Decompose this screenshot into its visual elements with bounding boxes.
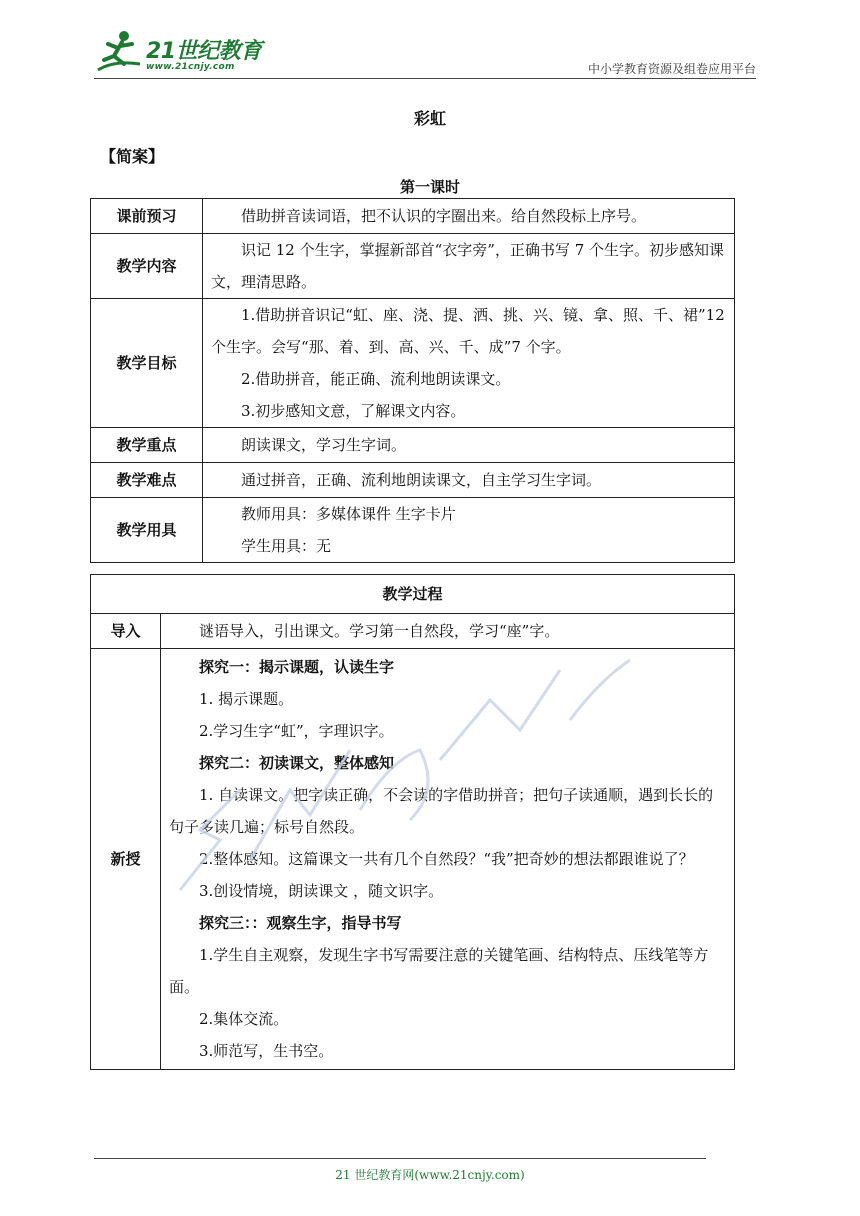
goal-item: 1.借助拼音识记“虹、座、浇、提、洒、挑、兴、镜、拿、照、千、裙”12 个生字。会写“那、着、到、高、兴、千、成”7 个字。 xyxy=(211,306,725,356)
row-label: 课前预习 xyxy=(91,199,203,234)
step-item: 2.学习生字“虹”，字理识字。 xyxy=(199,722,394,740)
platform-name: 中小学教育资源及组卷应用平台 xyxy=(587,62,756,76)
intro-text: 谜语导入，引出课文。学习第一自然段，学习“座”字。 xyxy=(199,622,560,640)
table-row xyxy=(91,614,735,649)
step-item: 3.创设情境，朗读课文 ，随文识字。 xyxy=(199,882,444,900)
process-table xyxy=(90,574,735,1070)
section-tag: 【简案】 xyxy=(100,147,165,166)
step-item: 2.整体感知。这篇课文一共有几个自然段？“我”把奇妙的想法都跟谁说了？ xyxy=(199,850,694,868)
exploration-heading: 探究一：揭示课题，认读生字 xyxy=(199,658,395,676)
goal-item: 2.借助拼音，能正确、流利地朗读课文。 xyxy=(241,370,511,388)
process-heading: 教学过程 xyxy=(91,575,735,614)
row-label: 新授 xyxy=(91,649,161,1070)
table-row xyxy=(91,199,735,234)
step-item: 2.集体交流。 xyxy=(199,1010,289,1028)
difficult-text: 通过拼音，正确、流利地朗读课文，自主学习生字词。 xyxy=(241,471,602,489)
step-item: 3.师范写，生书空。 xyxy=(199,1042,334,1060)
row-label: 教学用具 xyxy=(91,498,203,563)
page-header xyxy=(0,0,860,80)
footer-link[interactable]: 21 世纪教育网(www.21cnjy.com) xyxy=(335,1168,525,1182)
row-label: 教学目标 xyxy=(91,299,203,428)
row-label: 教学内容 xyxy=(91,234,203,299)
table-row xyxy=(91,299,735,428)
step-item: 1. 揭示课题。 xyxy=(199,690,294,708)
teacher-tools: 教师用具：多媒体课件 生字卡片 xyxy=(241,505,456,523)
table-row xyxy=(91,649,735,1070)
lesson-plan-table xyxy=(90,198,735,563)
table-row xyxy=(91,234,735,299)
site-logo[interactable] xyxy=(94,30,264,78)
preview-text: 借助拼音读词语，把不认识的字圈出来。给自然段标上序号。 xyxy=(241,207,647,225)
content-text: 识记 12 个生字，掌握新部首“衣字旁”，正确书写 7 个生字。初步感知课文，理清思路。 xyxy=(211,241,725,291)
logo-text: 21世纪教育 xyxy=(146,39,262,64)
step-item: 1. 自读课文。把字读正确，不会读的字借助拼音；把句子读通顺，遇到长长的句子多读几遍；标号自然段。 xyxy=(169,786,714,836)
footer-divider xyxy=(94,1158,706,1159)
runner-icon xyxy=(94,30,144,76)
exploration-heading: 探究三：：观察生字，指导书写 xyxy=(199,914,402,932)
exploration-heading: 探究二：初读课文，整体感知 xyxy=(199,754,395,772)
row-label: 教学重点 xyxy=(91,428,203,463)
row-label: 导入 xyxy=(91,614,161,649)
step-item: 1.学生自主观察，发现生字书写需要注意的关键笔画、结构特点、压线笔等方面。 xyxy=(169,946,709,996)
student-tools: 学生用具：无 xyxy=(241,537,332,555)
table-row xyxy=(91,498,735,563)
row-label: 教学难点 xyxy=(91,463,203,498)
lesson-title: 第一课时 xyxy=(399,178,460,196)
table-row xyxy=(91,428,735,463)
goal-item: 3.初步感知文意，了解课文内容。 xyxy=(241,402,466,420)
table-row xyxy=(91,463,735,498)
header-divider xyxy=(94,78,756,79)
logo-url: www.21cnjy.com xyxy=(146,62,235,72)
key-text: 朗读课文，学习生字词。 xyxy=(241,436,407,454)
document-title: 彩虹 xyxy=(413,109,446,128)
table-row xyxy=(91,575,735,614)
